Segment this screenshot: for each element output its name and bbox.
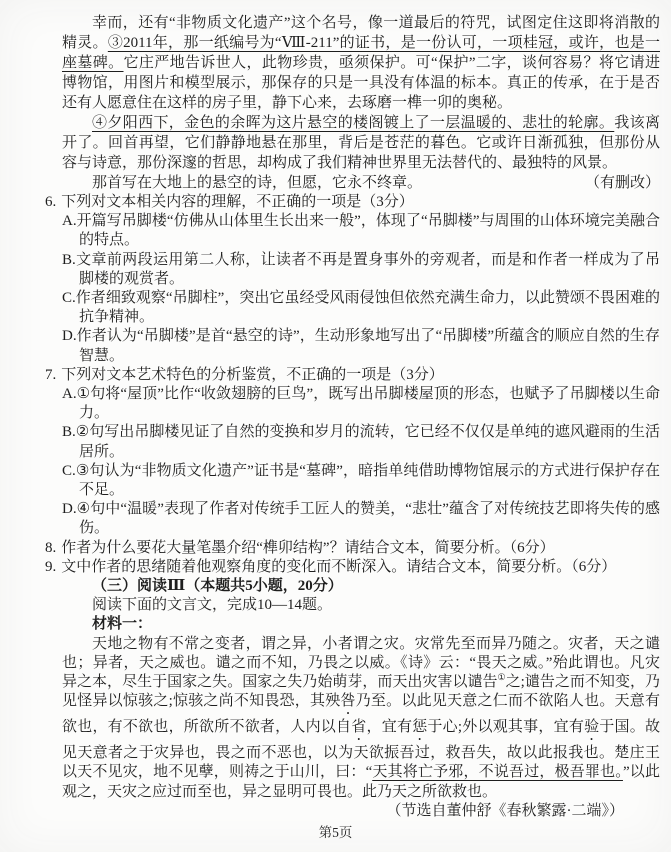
emphasized-char: 省 [351,719,367,736]
question-7 [45,366,660,539]
question-number: 7. [45,366,57,383]
option-label: C. [62,290,76,307]
classical-segment: ，宜有 [366,719,413,736]
page-number: 第5页 [318,825,353,840]
question-stem-text: 下列对文本艺术特色的分析鉴赏，不正确的一项是（3分） [61,366,444,383]
passage-text: 那首写在大地上的悬空的诗，但愿，它永不终章。 [92,175,423,191]
question-8 [45,539,660,558]
option-text: ④句中“温暖”表现了作者对传统手工匠人的赞美，“悲壮”蕴含了对传统技艺即将失传的感伤。 [76,501,660,537]
passage-paragraph-1 [62,13,660,113]
reading-passage [45,13,660,193]
underlined-sentence-4: ④夕阳西下，金色的余晖为这片悬空的楼阁镀上了一层温暖的、悲壮的轮廓。 [92,115,615,131]
question-stem-text: 下列对文本相关内容的理解，不正确的一项是（3分） [61,194,414,210]
section-heading: （三）阅读Ⅲ（本题共5小题，20分） [92,578,343,595]
material-one-label: 材料一： [92,616,153,633]
question-6-option-a [62,212,660,250]
underlined-quote: 天其将亡予邪，不说吾过，极吾罪也。 [372,764,623,781]
classical-segment: 天地之物有不常之变者，谓之异，小者谓之灾。灾常先至而异乃随之。灾者，天之谴也；异者，天之威也。谴之而不知，乃畏之以威。《诗》云：“畏天之威。”殆此谓也。凡灾异之本，尽生于国家之失。国家之失乃始萌芽，而天出灾害以谴告 [62,635,660,691]
classical-segment: 于心;外以观其事，宜有 [427,719,585,736]
option-label: B. [62,424,76,441]
option-text: ①句将“屋顶”比作“收敛翅膀的巨鸟”，既写出吊脚楼屋顶的形态，也赋予了吊脚楼以生命力。 [76,386,660,422]
option-text: 作者认为“吊脚楼”是首“悬空的诗”，生动形象地写出了“吊脚楼”所蕴含的顺应自然的生存智慧。 [76,328,660,364]
classical-segment: 于国。故见天意者之于灾异也，畏之而不恶也，以为天欲振吾过，救吾失，故以此报我也。楚庄王以天不见灾，地不见孽，则祷之于山川，曰：“ [62,719,660,781]
option-text: ③句认为“非物质文化遗产”证书是“墓碑”，暗指单纯借助博物馆展示的方式进行保护存在不足。 [75,462,660,499]
source-citation: （节选自董仲舒《春秋繁露·二端》） [386,802,624,819]
question-number: 6. [45,194,57,210]
option-text: 作者细致观察“吊脚柱”，突出它虽经受风雨侵蚀但依然充满生命力，以此赞颂不畏困难的抗争精神。 [75,290,660,326]
question-7-option-b [62,423,660,461]
question-text: 作者为什么要花大量笔墨介绍“榫卯结构”？请结合文本，简要分析。（6分） [61,539,555,556]
question-9 [45,558,660,577]
option-text: ②句写出吊脚楼见证了自然的变换和岁月的流转，它已经不仅仅是单纯的遮风避雨的生活居所。 [75,424,660,460]
option-label: D. [62,328,77,345]
footnote-marker: ① [497,672,506,683]
classical-segment: 之;谴告之而不知变，乃见怪异以惊骇之;惊骇之尚不知畏恐，其殃 [62,674,660,710]
passage-text: 它庄严地告诉世人，此物珍贵，亟须保护。可“保护”二字，谈何容易？将它请进博物馆，用图片和模型展示，那保存的只是一具没有体温的标本。真正的传承，在于是否还有人愿意住在这样的房子里，静下心来，去琢磨一榫一卯的奥秘。 [62,55,660,111]
passage-paragraph-3 [62,173,660,193]
passage-text: 幸而，还有“非物质文化遗产”这个名号，像一道最后的符咒，试图定住这即将消散的精灵。 [62,15,660,51]
question-6 [45,193,660,366]
underlined-sentence-3: ③2011年，那一纸编号为“Ⅷ-211”的证书，是一份认可，一项桂冠，或许，也是一座墓碑。 [62,35,660,71]
question-6-option-c [62,289,660,327]
emphasized-char: 惩 [412,719,428,736]
page-content [45,13,660,821]
question-text: 文中作者的思绪随着他观察角度的变化而不断深入。请结合文本，简要分析。（6分） [61,558,617,575]
classical-segment: 乃至。以此见天意之仁而不欲陷人也。天意有欲也，有不欲也，所欲所不欲者，人内以自 [62,693,660,736]
option-label: A. [62,386,77,403]
question-6-stem [45,193,660,212]
question-7-option-c [62,462,660,500]
option-text: 开篇写吊脚楼“仿佛从山体里生长出来一般”，体现了“吊脚楼”与周围的山体环境完美融合的特点。 [76,213,660,249]
option-label: A. [62,213,77,230]
question-7-stem [45,366,660,385]
option-label: D. [62,501,77,518]
option-label: B. [62,251,76,268]
edit-note: （有删改） [584,175,660,191]
question-6-option-b [62,251,660,289]
option-label: C. [62,462,76,479]
question-number: 8. [45,539,57,556]
section-instruction: 阅读下面的文言文，完成10—14题。 [92,597,333,614]
emphasized-char: 咎 [340,693,356,710]
classical-text [62,635,660,802]
question-6-option-d [62,327,660,365]
classical-segment: ”以此观之，天灾之应过而至也，异之显明可畏也。此乃天之所欲救也。 [62,764,660,800]
question-7-option-a [62,385,660,423]
question-7-option-d [62,500,660,538]
question-number: 9. [45,558,57,575]
passage-text: 我该离开了。回首再望，它们静静地悬在那里，背后是苍茫的暮色。它或许日渐孤独，但那份从容与诗意，那份深邃的哲思，却构成了我们精神世界里无法替代的、最独特的风景。 [62,115,660,171]
option-text: 文章前两段运用第二人称，让读者不再是置身事外的旁观者，而是和作者一样成为了吊脚楼的观赏者。 [75,251,660,287]
passage-paragraph-2 [62,113,660,173]
emphasized-char: 验 [584,719,600,736]
